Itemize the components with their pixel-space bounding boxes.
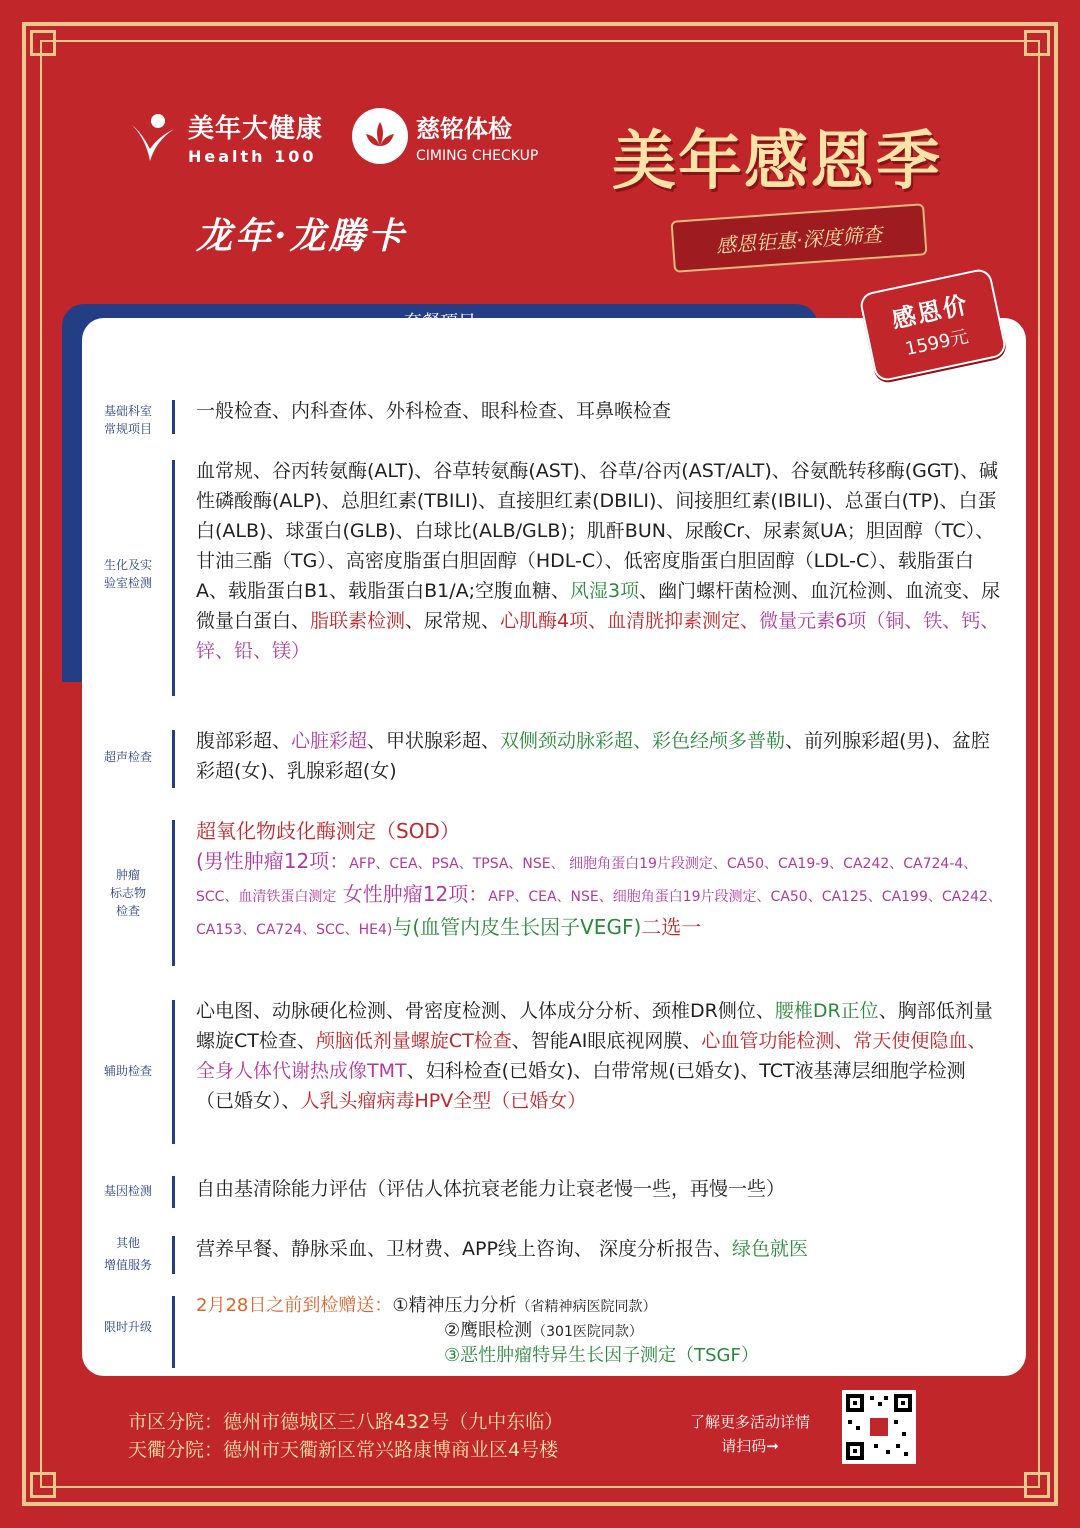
text-segment: 、胸部低剂量螺旋CT检查、 [196, 1000, 993, 1052]
text-segment: 颅脑低剂量螺旋CT检查 [315, 1030, 512, 1052]
logo2-cn: 慈铭体检 [416, 113, 512, 143]
text-segment: 、妇科检查(已婚女)、白带常规(已婚女)、TCT液基薄层细胞学检测（已婚女）、 [196, 1060, 966, 1112]
text-segment: 全身人体代谢热成像TMT [196, 1060, 407, 1082]
row-label: 辅助检查 [103, 1064, 152, 1078]
row-gene [82, 1174, 1026, 1210]
row-divider [172, 820, 175, 966]
text-segment: AFP、CEA、PSA、TPSA、NSE、 细胞角蛋白19片段测定、CA50、CA19-9、CA242、CA724-4、SCC、血清铁蛋白测定 [196, 856, 978, 905]
text-segment: 2月28日之前到检赠送： [196, 1295, 393, 1316]
campaign-ribbon: 感恩钜惠·深度筛查 [670, 203, 927, 273]
text-segment: 腰椎DR正位 [774, 1000, 879, 1022]
row-divider [172, 1236, 175, 1274]
text-segment: 心肌酶4项、血清胱抑素测定 [500, 610, 741, 632]
row-label: 基因检测 [103, 1184, 152, 1198]
text-segment: 双侧颈动脉彩超、彩色经颅多普勒 [500, 730, 786, 752]
person-logo-icon [128, 109, 180, 165]
row-ultrasound [82, 726, 1026, 790]
corner-ornament-icon [1024, 1472, 1050, 1498]
text-segment: ②鹰眼检测 [444, 1320, 533, 1341]
text-segment: 、 [967, 1030, 987, 1052]
text-segment: 、 [740, 610, 760, 632]
row-divider [172, 1000, 175, 1144]
corner-ornament-icon [1024, 30, 1050, 56]
text-segment: 营养早餐、静脉采血、卫材费、APP线上咨询、 深度分析报告、 [196, 1238, 732, 1260]
row-basic [82, 396, 1026, 436]
scan-note [676, 1410, 824, 1458]
qr-code-icon[interactable] [842, 1390, 916, 1464]
card-name: 龙年·龙腾卡 [196, 215, 407, 257]
row-text [196, 816, 1002, 945]
row-text [196, 726, 1002, 786]
logo-health100 [128, 108, 323, 166]
row-divider [172, 730, 175, 788]
row-text: 自由基清除能力评估（评估人体抗衰老能力让衰老慢一些，再慢一些） [196, 1178, 786, 1200]
text-segment: ③恶性肿瘤特异生长因子测定（TSGF） [444, 1345, 759, 1366]
row-label: 超声检查 [103, 750, 152, 764]
scan-note-line: 请扫码➞ [721, 1437, 779, 1455]
row-divider [172, 460, 175, 696]
text-segment: 心电图、动脉硬化检测、骨密度检测、人体成分分析、颈椎DR侧位、 [196, 1000, 775, 1022]
text-segment: 人乳头瘤病毒HPV全型（已婚女） [300, 1090, 587, 1112]
text-segment: 、幽门螺杆菌检测、血沉检测、血流变、尿微量白蛋白、 [196, 580, 1001, 632]
row-text: 一般检查、内科查体、外科检查、眼科检查、耳鼻喉检查 [196, 400, 672, 422]
text-segment: 、前列腺彩超(男)、盆腔彩超(女)、乳腺彩超(女) [196, 730, 990, 782]
row-divider [172, 1296, 175, 1368]
text-segment: 心脏彩超 [291, 730, 368, 752]
scan-note-line: 了解更多活动详情 [689, 1413, 810, 1431]
text-segment: 脂联素检测 [310, 610, 406, 632]
corner-ornament-icon [30, 1472, 56, 1498]
row-label: 限时升级 [103, 1320, 152, 1334]
text-segment: 绿色就医 [731, 1238, 808, 1260]
text-segment: (男性肿瘤12项： [196, 849, 350, 873]
logo-ciming [352, 108, 538, 164]
branch-address: 天衢分院：德州市天衢新区常兴路康博商业区4号楼 [128, 1439, 559, 1461]
corner-ornament-icon [30, 30, 56, 56]
text-segment: ①精神压力分析 [392, 1295, 517, 1316]
row-divider [172, 1176, 175, 1208]
logo1-cn: 美年大健康 [188, 114, 324, 144]
price-label: 感恩价 [889, 290, 972, 335]
row-extra-services [82, 1232, 1026, 1276]
lotus-logo-icon [352, 108, 408, 164]
row-text [196, 996, 1002, 1116]
row-upgrade [82, 1294, 1026, 1368]
logo1-en: Health 100 [188, 147, 317, 166]
row-auxiliary [82, 996, 1026, 1146]
campaign-title: 美年感恩季 [612, 124, 942, 199]
row-text [196, 1234, 1002, 1264]
row-label: 基础科室 常规项目 [103, 404, 152, 436]
row-label: 其他 增值服务 [103, 1236, 152, 1272]
text-segment: 腹部彩超、 [196, 730, 292, 752]
row-biochem [82, 456, 1026, 696]
text-segment: 、智能AI眼底视网膜、 [511, 1030, 702, 1052]
row-tumor-markers [82, 816, 1026, 968]
price-value: 1599元 [903, 326, 971, 360]
footer-addresses [128, 1408, 563, 1464]
text-segment: 超氧化物歧化酶测定（SOD） [196, 819, 460, 843]
text-segment: 心血管功能检测、常天使便隐血 [701, 1030, 968, 1052]
text-segment: 女性肿瘤12项： [336, 882, 489, 906]
text-segment: AFP、CEA、NSE、细胞角蛋白19片段测定、CA50、CA125、CA199、CA242、CA153、CA724、SCC、HE4) [196, 889, 1002, 938]
row-divider [172, 400, 175, 434]
text-segment: 血常规、谷丙转氨酶(ALT)、谷草转氨酶(AST)、谷草/谷丙(AST/ALT)、谷氨酰转移酶(GGT)、碱性磷酸酶(ALP)、总胆红素(TBILI)、直接胆红素(DBILI)、间接胆红素(IBILI)、总蛋白(TP)、白蛋白(ALB)、球蛋白(GLB)、白球比(ALB/GLB)；肌酐BUN、尿酸Cr、尿素氮UA；胆固醇（TC）、甘油三酯（TG）、高密度脂蛋白胆固醇（HDL-C）、低密度脂蛋白胆固醇（LDL-C）、载脂蛋白A、载脂蛋白B1、载脂蛋白B1/A;空腹血糖、 [196, 460, 998, 602]
text-segment: 与(血管内皮生长因子VEGF) [392, 915, 642, 939]
branch-address: 市区分院：德州市德城区三八路432号（九中东临） [128, 1411, 564, 1433]
text-segment: 二选一 [641, 915, 702, 939]
logo2-en: CIMING CHECKUP [416, 147, 539, 164]
row-text [196, 456, 1002, 666]
text-segment: （301医院同款） [532, 1324, 643, 1340]
text-segment: 、甲状腺彩超、 [367, 730, 501, 752]
text-segment: 、尿常规、 [405, 610, 501, 632]
row-label: 生化及实 验室检测 [103, 558, 152, 590]
text-segment: 微量元素6项（铜、铁、钙、锌、铅、镁） [196, 610, 1000, 662]
text-segment: 风湿3项 [570, 580, 640, 602]
row-text [196, 1294, 1002, 1368]
text-segment: （省精神病医院同款） [516, 1299, 657, 1315]
row-label: 肿瘤 标志物 检查 [109, 868, 146, 918]
